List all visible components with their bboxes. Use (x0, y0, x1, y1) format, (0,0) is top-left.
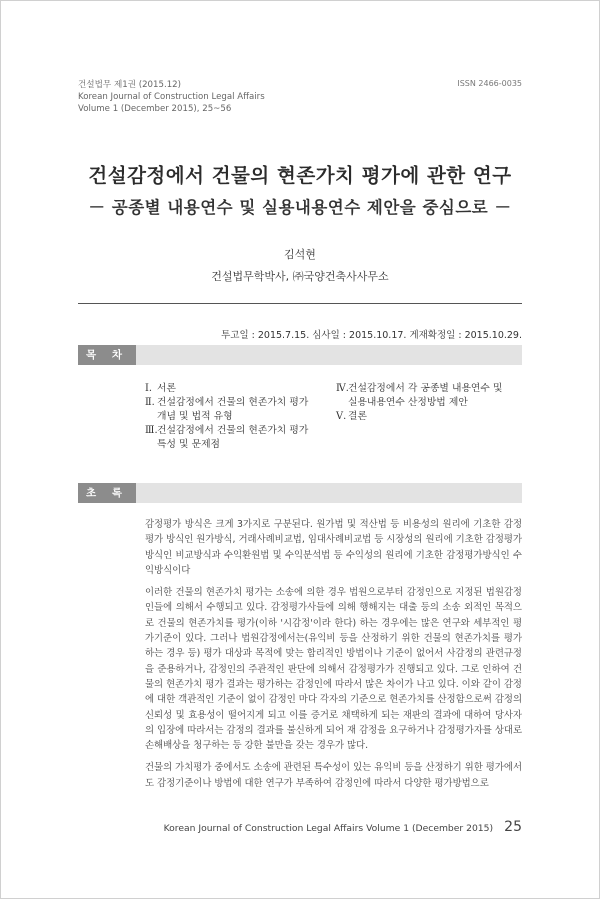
toc-item-text: 서론 (157, 383, 176, 394)
toc-item-number: Ⅰ. (145, 383, 152, 394)
abstract-body (145, 517, 522, 798)
toc-right-column (336, 382, 522, 424)
toc-section-bar (78, 345, 522, 365)
paper-subtitle: － 공종별 내용연수 및 실용내용연수 제안을 중심으로 － (88, 198, 512, 217)
journal-volume-korean: 건설법무 제1권 (2015.12) (78, 80, 181, 90)
abstract-heading: 초 록 (78, 483, 136, 503)
issn: ISSN 2466-0035 (457, 79, 522, 88)
submission-dates: 투고일 : 2015.7.15. 심사일 : 2015.10.17. 게재확정일 : 2015.10.29. (221, 330, 522, 341)
abstract-paragraph: 이러한 건물의 현존가치 평가는 소송에 의한 경우 법원으로부터 감정인으로 지정된 법원감정인들에 의해서 수행되고 있다. 감정평가사들에 의해 행해지는 대출 등의 소송 외적인 목적으로 건물의 현존가치를 평가(이하 '시감정'이라 한다) 하는 경우에는 많은 연구와 세부적인 평가기준이 있다. 그러나 법원감정에서는(유익비 등을 산정하기 위한 건물의 현존가치를 평가하는 경우 등) 평가 대상과 목적에 맞는 합리적인 방법이나 기준이 없어서 사감정의 관련규정을 준용하거나, 감정인의 주관적인 판단에 의해서 감정평가가 진행되고 있다. 그로 인하여 건물의 현존가치 평가 결과는 평가하는 감정인에 따라서 많은 차이가 나고 있다. 이와 같이 감정에 대한 객관적인 기준이 없이 감정인 마다 각자의 기준으로 현존가치를 산정함으로써 감정의 신뢰성 및 효용성이 떨어지게 되고 이를 증거로 채택하게 되는 재판의 결과에 대하여 당사자의 입장에 따라서는 감정의 결과를 불신하게 되어 재 감정을 요구하거나 감정평가자를 상대로 손해배상을 청구하는 등 강한 불만을 갖는 경우가 많다. (145, 587, 522, 752)
footer-journal-name: Korean Journal of Construction Legal Affairs Volume 1 (December 2015) (163, 823, 494, 834)
toc-item (145, 382, 320, 396)
journal-volume-english: Volume 1 (December 2015), 25~56 (78, 104, 232, 114)
title-block (40, 160, 560, 218)
toc-item-text: 결론 (348, 411, 367, 422)
toc-item-number: Ⅱ. (145, 397, 155, 408)
author-name: 김석현 (284, 248, 316, 261)
journal-name-english: Korean Journal of Construction Legal Affairs (78, 92, 265, 102)
paper-title: 건설감정에서 건물의 현존가치 평가에 관한 연구 (88, 164, 512, 187)
toc-heading: 목 차 (78, 345, 136, 365)
journal-header (78, 79, 265, 115)
abstract-section-bar (78, 483, 522, 503)
toc-item (145, 424, 320, 452)
toc-item-text: 건설감정에서 건물의 현존가치 평가 개념 및 법적 유형 (157, 397, 309, 422)
title-divider (78, 303, 522, 304)
toc-item-text: 건설감정에서 건물의 현존가치 평가 특성 및 문제점 (157, 425, 309, 450)
page-number: 25 (504, 819, 522, 835)
page-footer (164, 816, 522, 835)
toc-item-number: Ⅲ. (145, 425, 158, 436)
toc-item (336, 410, 522, 424)
toc-item-number: Ⅳ. (336, 383, 349, 394)
toc-item (336, 382, 522, 410)
abstract-paragraph: 건물의 가치평가 중에서도 소송에 관련된 특수성이 있는 유익비 등을 산정하기 위한 평가에서도 감정기준이나 방법에 대한 연구가 부족하여 감정인에 따라서 다양한 평가방법으로 (145, 762, 522, 789)
toc-item-text: 건설감정에서 각 공종별 내용연수 및 실용내용연수 산정방법 제안 (348, 383, 503, 408)
toc-item (145, 396, 320, 424)
toc-left-column (145, 382, 320, 452)
toc-item-number: Ⅴ. (336, 411, 347, 422)
author-affiliation: 건설법무학박사, ㈜국양건축사사무소 (211, 270, 389, 283)
abstract-paragraph: 감정평가 방식은 크게 3가지로 구분된다. 원가법 및 적산법 등 비용성의 원리에 기초한 감정평가 방식인 원가방식, 거래사례비교법, 임대사례비교법 등 시장성의 원리에 기초한 감정평가방식인 비교방식과 수익환원법 및 수익분석법 등 수익성의 원리에 기초한 감정평가방식인 수익방식이다 (145, 519, 522, 576)
